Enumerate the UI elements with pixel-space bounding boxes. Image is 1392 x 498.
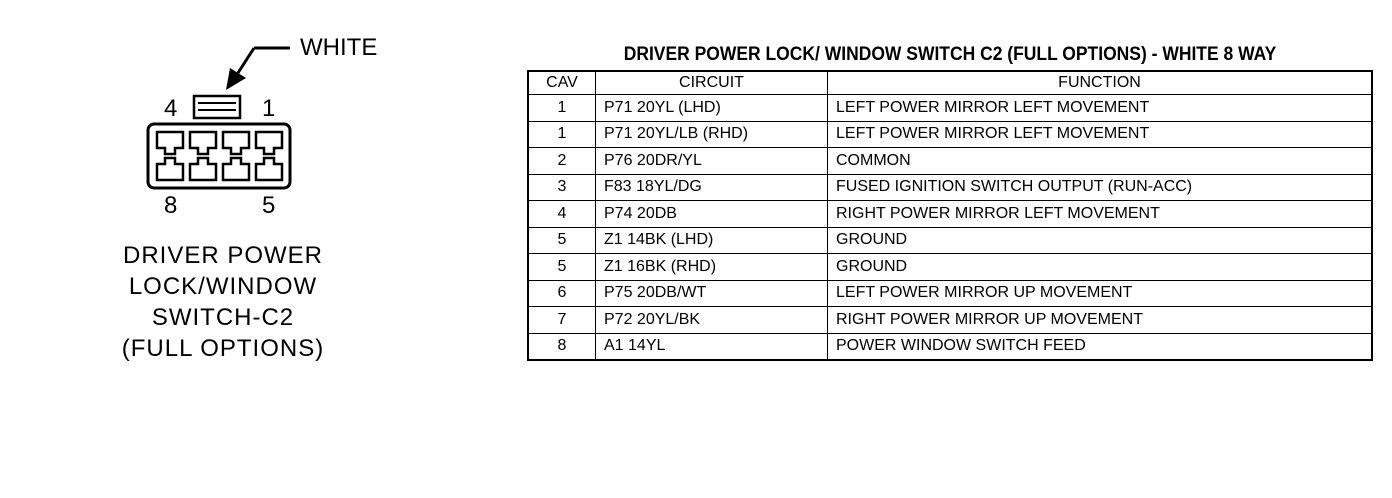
table-row [528, 280, 1372, 307]
cell-function: LEFT POWER MIRROR LEFT MOVEMENT [828, 121, 1373, 148]
header-cav: CAV [528, 71, 596, 95]
connector-caption [78, 240, 368, 364]
cell-circuit: P72 20YL/BK [596, 307, 828, 334]
table-title: DRIVER POWER LOCK/ WINDOW SWITCH C2 (FULL OPTIONS) - WHITE 8 WAY [623, 44, 1277, 65]
table-row [528, 121, 1372, 148]
cell-cav: 4 [528, 201, 596, 228]
cell-cav: 2 [528, 148, 596, 175]
connector-diagram [0, 0, 520, 240]
cell-cav: 5 [528, 254, 596, 281]
pin-label-8: 8 [164, 192, 178, 219]
cell-circuit: P71 20YL (LHD) [596, 95, 828, 122]
cell-cav: 6 [528, 280, 596, 307]
callout-white-label: WHITE [300, 34, 378, 61]
cell-function: GROUND [828, 254, 1373, 281]
header-function: FUNCTION [828, 71, 1373, 95]
cell-function: POWER WINDOW SWITCH FEED [828, 333, 1373, 360]
caption-line: SWITCH-C2 [151, 304, 295, 331]
pin-label-4: 4 [164, 95, 178, 122]
cell-cav: 1 [528, 121, 596, 148]
cell-cav: 5 [528, 227, 596, 254]
caption-line: LOCK/WINDOW [128, 273, 318, 300]
table-row [528, 333, 1372, 360]
cell-circuit: Z1 14BK (LHD) [596, 227, 828, 254]
cell-cav: 1 [528, 95, 596, 122]
header-circuit: CIRCUIT [596, 71, 828, 95]
caption-line: (FULL OPTIONS) [121, 335, 325, 362]
cell-circuit: P76 20DR/YL [596, 148, 828, 175]
cell-function: RIGHT POWER MIRROR LEFT MOVEMENT [828, 201, 1373, 228]
cell-function: GROUND [828, 227, 1373, 254]
cell-function: LEFT POWER MIRROR UP MOVEMENT [828, 280, 1373, 307]
cell-circuit: F83 18YL/DG [596, 174, 828, 201]
table-row [528, 148, 1372, 175]
cell-circuit: A1 14YL [596, 333, 828, 360]
cell-function: RIGHT POWER MIRROR UP MOVEMENT [828, 307, 1373, 334]
table-header-row [528, 71, 1372, 95]
table-row [528, 307, 1372, 334]
cell-cav: 8 [528, 333, 596, 360]
cell-function: COMMON [828, 148, 1373, 175]
cell-circuit: P74 20DB [596, 201, 828, 228]
caption-line: DRIVER POWER [122, 242, 323, 269]
table-row [528, 95, 1372, 122]
connector-lock-tab [194, 96, 240, 118]
cell-cav: 3 [528, 174, 596, 201]
cell-circuit: Z1 16BK (RHD) [596, 254, 828, 281]
table-row [528, 227, 1372, 254]
cell-cav: 7 [528, 307, 596, 334]
cell-circuit: P71 20YL/LB (RHD) [596, 121, 828, 148]
cell-function: LEFT POWER MIRROR LEFT MOVEMENT [828, 95, 1373, 122]
table-row [528, 201, 1372, 228]
cell-circuit: P75 20DB/WT [596, 280, 828, 307]
cell-function: FUSED IGNITION SWITCH OUTPUT (RUN-ACC) [828, 174, 1373, 201]
callout-arrow [226, 48, 290, 90]
table-row [528, 174, 1372, 201]
pinout-table [527, 70, 1373, 361]
pin-label-1: 1 [262, 95, 276, 122]
pin-label-5: 5 [262, 192, 276, 219]
table-row [528, 254, 1372, 281]
